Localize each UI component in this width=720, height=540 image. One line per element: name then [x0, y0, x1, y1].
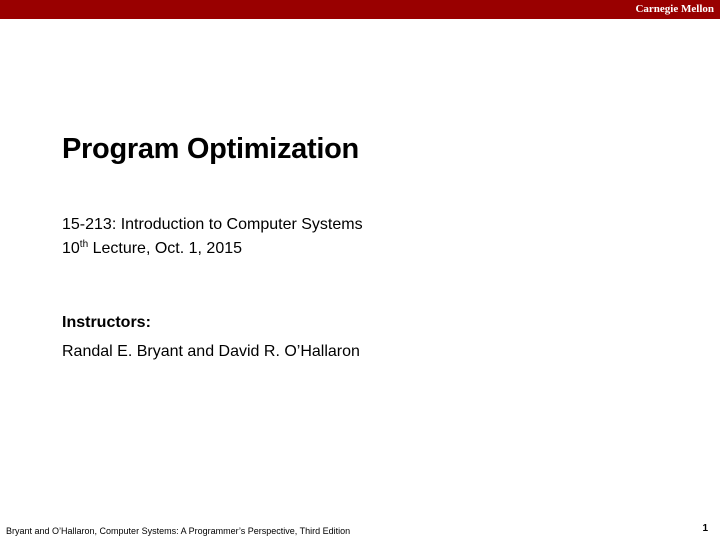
footer-credit: Bryant and O’Hallaron, Computer Systems: A Programmer’s Perspective, Third Edition: [6, 526, 351, 536]
instructors-heading: Instructors:: [62, 314, 151, 331]
lecture-line: [62, 238, 242, 260]
lecture-date: Lecture, Oct. 1, 2015: [88, 240, 243, 257]
lecture-number: 10: [62, 240, 80, 257]
course-line: 15-213: Introduction to Computer Systems: [62, 216, 363, 233]
header-bar: [0, 0, 720, 19]
brand-name: Carnegie Mellon: [635, 3, 714, 15]
instructors-names: Randal E. Bryant and David R. O’Hallaron: [62, 343, 360, 360]
slide-title: Program Optimization: [62, 133, 359, 165]
page-number: 1: [702, 523, 708, 534]
lecture-number-suffix: th: [79, 239, 89, 250]
